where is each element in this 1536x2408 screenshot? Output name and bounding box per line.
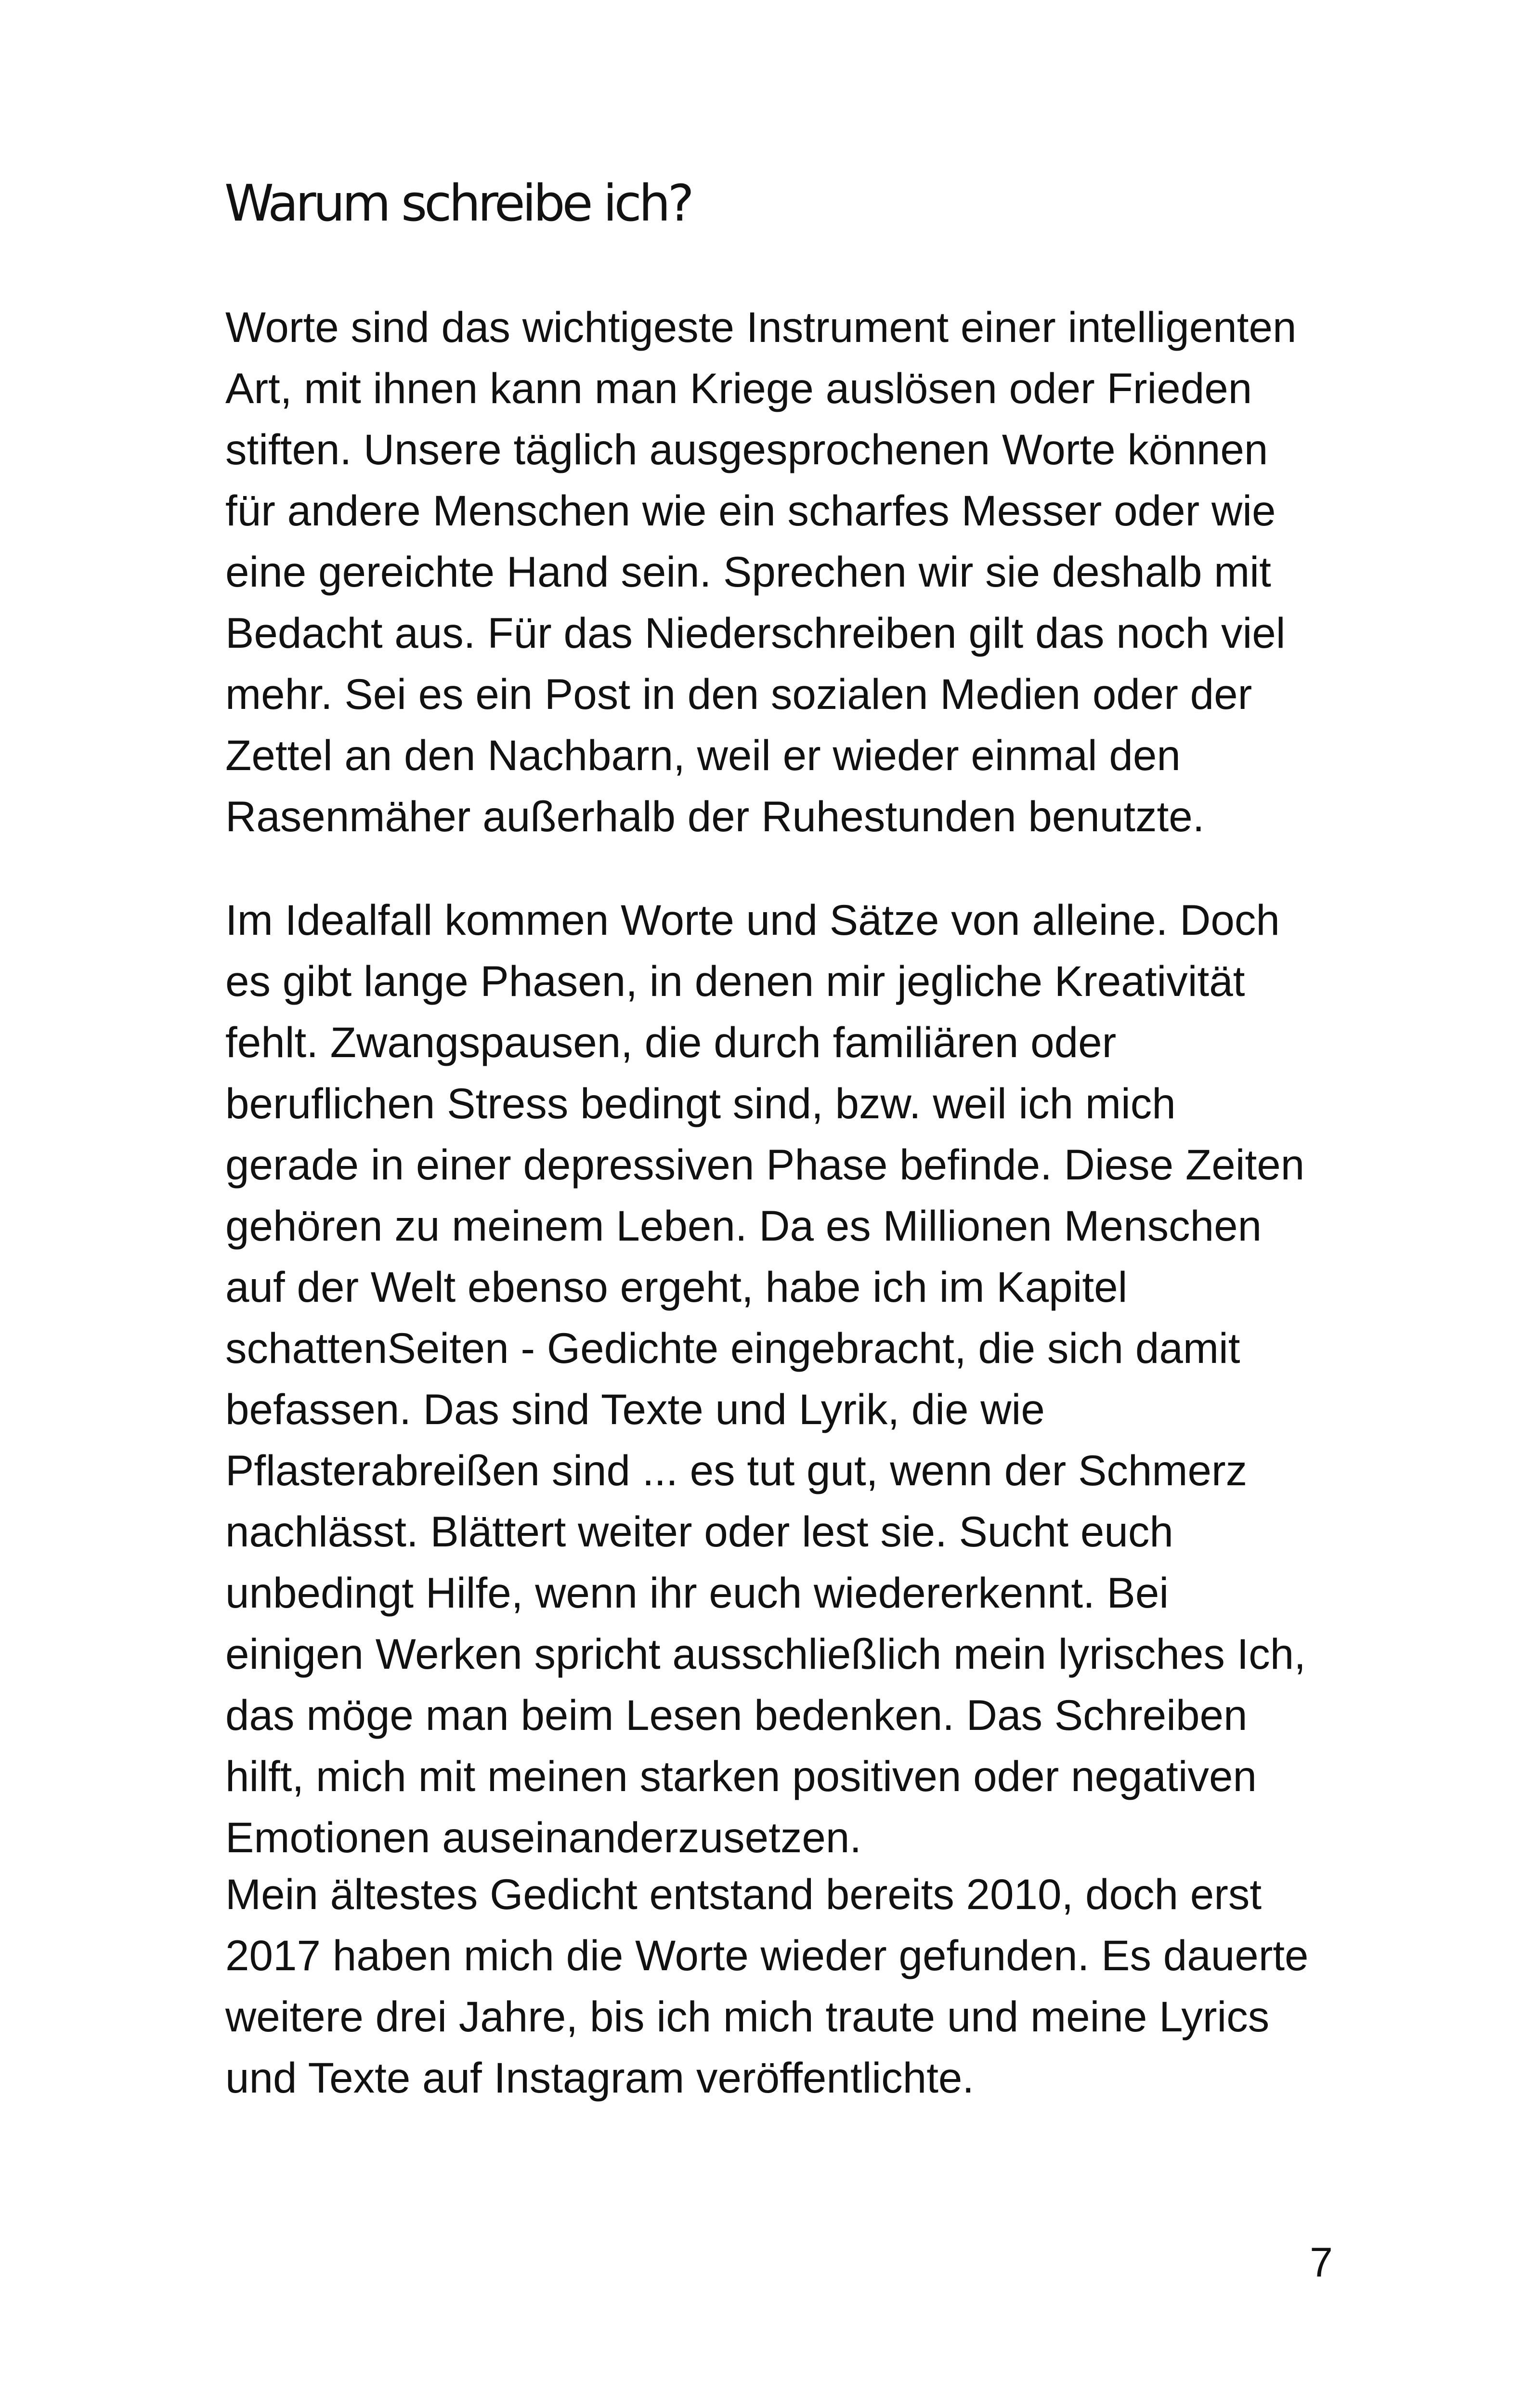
text-line: weitere drei Jahre, bis ich mich traute und meine Lyrics: [225, 1992, 1270, 2041]
page-number: 7: [1310, 2239, 1333, 2286]
text-line: Zettel an den Nachbarn, weil er wieder einmal den: [225, 731, 1181, 779]
text-line: eine gereichte Hand sein. Sprechen wir sie deshalb mit: [225, 548, 1271, 596]
text-line: gehören zu meinem Leben. Da es Millionen Menschen: [225, 1202, 1262, 1250]
text-line: unbedingt Hilfe, wenn ihr euch wiedererkennt. Bei: [225, 1569, 1169, 1617]
text-line: gerade in einer depressiven Phase befinde. Diese Zeiten: [225, 1140, 1305, 1189]
text-line: Bedacht aus. Für das Niederschreiben gilt das noch viel: [225, 609, 1286, 657]
text-line: fehlt. Zwangspausen, die durch familiären oder: [225, 1018, 1117, 1066]
text-line: beruflichen Stress bedingt sind, bzw. weil ich mich: [225, 1079, 1176, 1127]
page-title: Warum schreibe ich?: [224, 174, 691, 233]
text-line: stiften. Unsere täglich ausgesprochenen Worte können: [225, 425, 1268, 473]
text-line: Pflasterabreißen sind ... es tut gut, wenn der Schmerz: [225, 1446, 1248, 1494]
text-line: mehr. Sei es ein Post in den sozialen Medien oder der: [225, 670, 1252, 718]
text-line: Art, mit ihnen kann man Kriege auslösen oder Frieden: [225, 364, 1252, 412]
text-line: Emotionen auseinanderzusetzen.: [225, 1813, 862, 1861]
paragraph-3: [225, 1864, 1309, 2108]
text-line: befassen. Das sind Texte und Lyrik, die wie: [225, 1385, 1045, 1433]
text-line: nachlässt. Blättert weiter oder lest sie. Sucht euch: [225, 1507, 1173, 1556]
paragraph-2: [225, 890, 1306, 1868]
paragraph-1: [225, 297, 1297, 847]
text-line: Worte sind das wichtigeste Instrument einer intelligenten: [225, 303, 1297, 351]
text-line: für andere Menschen wie ein scharfes Messer oder wie: [225, 486, 1276, 535]
text-line: und Texte auf Instagram veröffentlichte.: [225, 2054, 975, 2102]
text-line: hilft, mich mit meinen starken positiven oder negativen: [225, 1752, 1257, 1800]
text-line: einigen Werken spricht ausschließlich mein lyrisches Ich,: [225, 1630, 1306, 1678]
text-line: schattenSeiten - Gedichte eingebracht, die sich damit: [225, 1324, 1240, 1372]
text-line: Im Idealfall kommen Worte und Sätze von alleine. Doch: [225, 896, 1280, 944]
text-line: es gibt lange Phasen, in denen mir jegliche Kreativität: [225, 957, 1245, 1005]
text-line: auf der Welt ebenso ergeht, habe ich im Kapitel: [225, 1263, 1128, 1311]
text-line: Mein ältestes Gedicht entstand bereits 2010, doch erst: [225, 1870, 1262, 1918]
text-line: Rasenmäher außerhalb der Ruhestunden benutzte.: [225, 792, 1205, 840]
text-line: das möge man beim Lesen bedenken. Das Schreiben: [225, 1691, 1248, 1739]
text-line: 2017 haben mich die Worte wieder gefunden. Es dauerte: [225, 1931, 1309, 1979]
